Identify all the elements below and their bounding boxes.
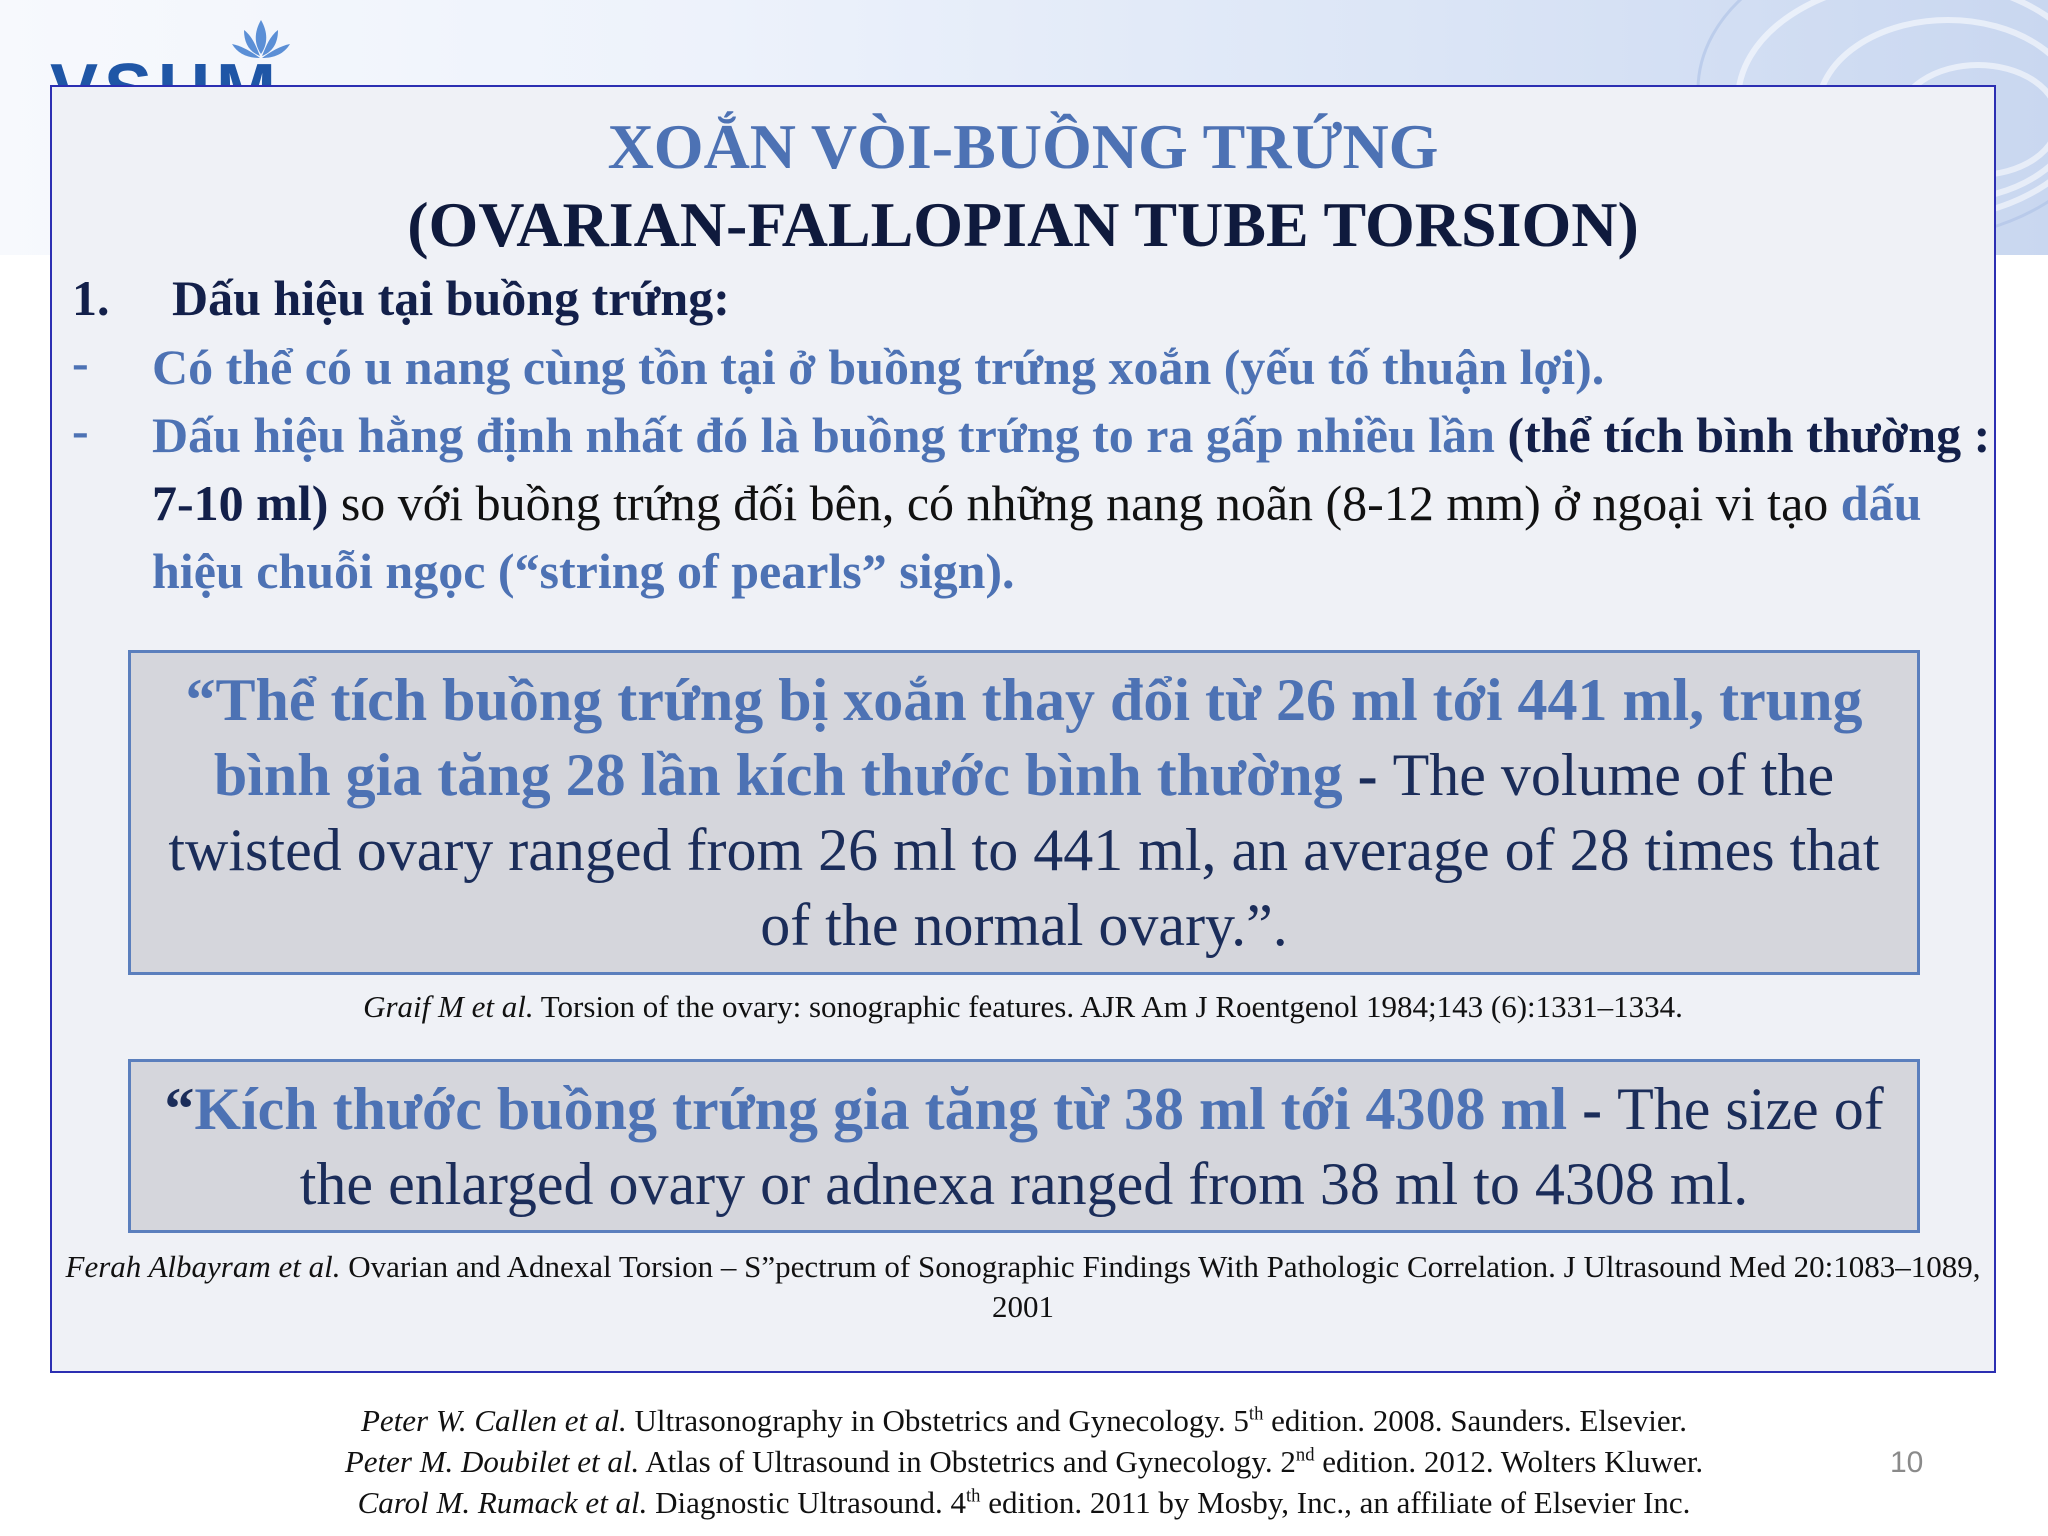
slide-content-panel xyxy=(50,85,1996,1373)
reference-text: Diagnostic Ultrasound. 4 xyxy=(647,1485,966,1520)
bullet-text-part: Dấu hiệu hằng định nhất đó là buồng trứng to ra gấp nhiều lần xyxy=(152,407,1508,463)
slide-title-vietnamese: XOẮN VÒI-BUỒNG TRỨNG xyxy=(607,111,1439,182)
bullet-text-string-of-pearls: dấu hiệu chuỗi ngọc (“string of pearls” sign). xyxy=(152,475,1922,599)
bullet-marker: - xyxy=(72,334,89,390)
quote-english: The volume of the twisted ovary ranged from 26 ml to 441 ml, an average of 28 times that of the normal ovary.”. xyxy=(168,742,1880,958)
bullet-item-cyst: Có thể có u nang cùng tồn tại ở buồng trứng xoắn (yếu tố thuận lợi). xyxy=(152,339,1605,395)
quote-separator: - xyxy=(1342,742,1393,808)
section-number: 1. xyxy=(72,270,110,326)
reference-authors: Peter M. Doubilet et al. xyxy=(344,1444,640,1479)
quote-separator: - xyxy=(1567,1076,1618,1142)
reference-edition-suffix: nd xyxy=(1295,1444,1315,1466)
reference-item xyxy=(0,1441,2048,1482)
citation-albayram xyxy=(52,1247,1994,1327)
reference-text: edition. 2008. Saunders. Elsevier. xyxy=(1263,1403,1687,1438)
reference-text: edition. 2011 by Mosby, Inc., an affiliate of Elsevier Inc. xyxy=(980,1485,1691,1520)
quote-open-mark: “ xyxy=(164,1076,195,1142)
bullet-text-normal-volume: (thể tích bình thường : 7-10 ml) xyxy=(152,407,1991,531)
reference-item xyxy=(0,1482,2048,1523)
reference-item xyxy=(0,1400,2048,1441)
bullet-item-enlargement xyxy=(152,401,2012,605)
references-footer xyxy=(0,1400,2048,1523)
quote-box-size xyxy=(128,1059,1920,1233)
quote-vietnamese: Kích thước buồng trứng gia tăng từ 38 ml tới 4308 ml xyxy=(194,1076,1568,1142)
reference-authors: Carol M. Rumack et al. xyxy=(357,1485,648,1520)
reference-text: Ultrasonography in Obstetrics and Gynecology. 5 xyxy=(626,1403,1249,1438)
bullet-marker: - xyxy=(72,402,89,458)
quote-vietnamese: Thể tích buồng trứng bị xoắn thay đổi từ 26 ml tới 441 ml, trung bình gia tăng 28 lần kích thước bình thường xyxy=(213,667,1863,808)
citation-text: Ovarian and Adnexal Torsion – S”pectrum of Sonographic Findings With Pathologic Correlation. J Ultrasound Med 20:1083–1089, 2001 xyxy=(340,1249,1981,1324)
citation-graif xyxy=(52,987,1994,1027)
reference-edition-suffix: th xyxy=(966,1485,981,1507)
quote-open-mark: “ xyxy=(185,667,216,733)
reference-text: Atlas of Ultrasound in Obstetrics and Gynecology. 2 xyxy=(639,1444,1296,1479)
reference-edition-suffix: th xyxy=(1248,1403,1264,1425)
citation-text: Torsion of the ovary: sonographic features. AJR Am J Roentgenol 1984;143 (6):1331–1334. xyxy=(533,989,1683,1024)
section-heading-text: Dấu hiệu tại buồng trứng: xyxy=(172,270,730,326)
vsum-logo xyxy=(50,10,390,90)
citation-authors: Graif M et al. xyxy=(363,989,534,1024)
reference-authors: Peter W. Callen et al. xyxy=(360,1403,627,1438)
slide-title-english: (OVARIAN-FALLOPIAN TUBE TORSION) xyxy=(407,189,1639,260)
section-heading xyxy=(72,263,1972,333)
quote-box-volume xyxy=(128,650,1920,975)
page-number: 10 xyxy=(1890,1446,1924,1479)
bullet-text-part: so với buồng trứng đối bên, có những nang noãn (8-12 mm) ở ngoại vi tạo xyxy=(328,475,1841,531)
quote-english: The size of the enlarged ovary or adnexa ranged from 38 ml to 4308 ml. xyxy=(299,1076,1884,1217)
citation-authors: Ferah Albayram et al. xyxy=(65,1249,341,1284)
reference-text: edition. 2012. Wolters Kluwer. xyxy=(1314,1444,1704,1479)
